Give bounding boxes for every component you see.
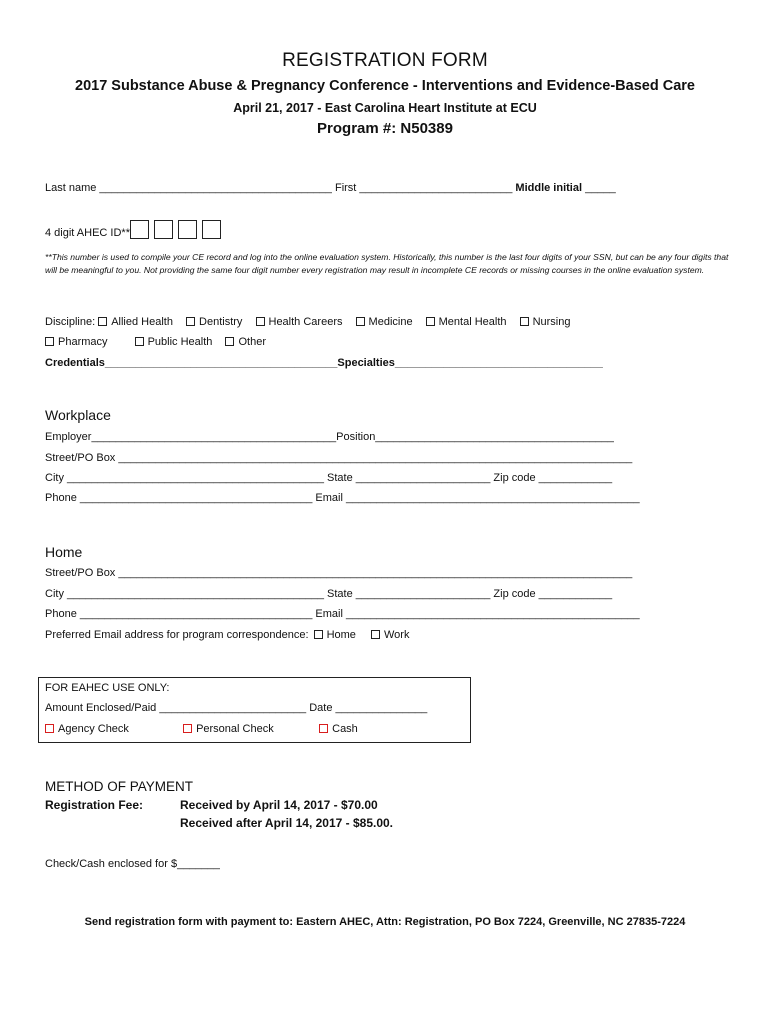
ahec-digit-1-box[interactable]: [130, 220, 149, 239]
discipline-option-dentistry[interactable]: Dentistry: [186, 316, 242, 328]
checkbox-icon[interactable]: [520, 317, 529, 326]
discipline-option-allied-health[interactable]: Allied Health: [98, 316, 173, 328]
workplace-street-field[interactable]: Street/PO Box ____________________________________________________________________________________: [45, 452, 633, 464]
home-state-field[interactable]: State ______________________: [327, 588, 491, 600]
discipline-row-1: [45, 316, 580, 328]
payment-heading: METHOD OF PAYMENT: [45, 779, 193, 794]
eahec-payment-type-row: [45, 723, 358, 735]
checkbox-icon[interactable]: [426, 317, 435, 326]
discipline-option-public-health[interactable]: Public Health: [135, 336, 213, 348]
cash-option[interactable]: Cash: [332, 723, 358, 735]
ahec-digit-4-box[interactable]: [202, 220, 221, 239]
preferred-email-work-option[interactable]: Work: [383, 629, 410, 641]
home-city-field[interactable]: City __________________________________________: [45, 588, 324, 600]
middle-initial-field[interactable]: _____: [585, 182, 616, 194]
position-field[interactable]: Position_______________________________________: [336, 431, 614, 443]
workplace-zip-field[interactable]: Zip code ____________: [493, 472, 613, 484]
home-city-row: [45, 588, 612, 600]
form-title: REGISTRATION FORM: [282, 50, 488, 71]
workplace-phone-row: [45, 492, 640, 504]
ahec-digit-3-box[interactable]: [178, 220, 197, 239]
checkbox-icon[interactable]: [135, 337, 144, 346]
preferred-email-home-option[interactable]: Home: [326, 629, 356, 641]
name-row: [45, 182, 616, 194]
workplace-heading: Workplace: [45, 407, 111, 423]
eahec-heading: FOR EAHEC USE ONLY:: [45, 682, 170, 694]
specialties-field[interactable]: Specialties__________________________________: [337, 357, 603, 369]
credentials-row: [45, 357, 603, 369]
employer-field[interactable]: Employer________________________________________: [45, 431, 337, 443]
checkbox-icon[interactable]: [225, 337, 234, 346]
discipline-option-pharmacy[interactable]: Pharmacy: [45, 336, 108, 348]
conference-title: 2017 Substance Abuse & Pregnancy Conference - Interventions and Evidence-Based Care: [75, 78, 695, 94]
last-name-field[interactable]: Last name ______________________________________: [45, 182, 332, 194]
ahec-id-note: **This number is used to compile your CE record and log into the online evaluation system. Historically, this number is the last four digits of your SSN, but can be any four digits that will be meaningful to you. Not providing the same four digit number every registration may result in incomplete CE records or missing courses in the online evaluation system.: [45, 252, 729, 275]
discipline-option-health-careers[interactable]: Health Careers: [256, 316, 343, 328]
home-phone-row: [45, 608, 640, 620]
employer-row: [45, 431, 614, 443]
checkbox-icon[interactable]: [186, 317, 195, 326]
home-heading: Home: [45, 544, 83, 560]
checkbox-icon[interactable]: [314, 630, 323, 639]
conference-date-location: April 21, 2017 - East Carolina Heart Institute at ECU: [233, 101, 537, 115]
checkbox-icon[interactable]: [45, 724, 54, 733]
preferred-email-label: Preferred Email address for program correspondence:: [45, 629, 309, 641]
home-phone-field[interactable]: Phone ______________________________________: [45, 608, 313, 620]
fee-late: Received after April 14, 2017 - $85.00.: [180, 816, 394, 830]
checkbox-icon[interactable]: [371, 630, 380, 639]
registration-fee-label: Registration Fee:: [45, 798, 144, 812]
home-zip-field[interactable]: Zip code ____________: [493, 588, 613, 600]
workplace-city-row: [45, 472, 612, 484]
checkbox-icon[interactable]: [98, 317, 107, 326]
discipline-label: Discipline:: [45, 316, 96, 328]
credentials-field[interactable]: Credentials______________________________________: [45, 357, 338, 369]
discipline-row-2: [45, 336, 276, 348]
agency-check-option[interactable]: Agency Check: [58, 723, 129, 735]
checkbox-icon[interactable]: [319, 724, 328, 733]
checkbox-icon[interactable]: [356, 317, 365, 326]
eahec-amount-row: [45, 702, 427, 714]
eahec-date-field[interactable]: Date _______________: [309, 702, 428, 714]
check-cash-amount-field[interactable]: Check/Cash enclosed for $_______: [45, 858, 220, 870]
ahec-digit-2-box[interactable]: [154, 220, 173, 239]
workplace-city-field[interactable]: City __________________________________________: [45, 472, 324, 484]
ahec-id-label: 4 digit AHEC ID**: [45, 227, 130, 239]
middle-initial-label: Middle initial: [515, 182, 583, 194]
workplace-phone-field[interactable]: Phone ______________________________________: [45, 492, 313, 504]
personal-check-option[interactable]: Personal Check: [196, 723, 274, 735]
program-number: Program #: N50389: [317, 120, 453, 137]
discipline-option-nursing[interactable]: Nursing: [520, 316, 571, 328]
discipline-option-medicine[interactable]: Medicine: [356, 316, 413, 328]
home-street-field[interactable]: Street/PO Box ____________________________________________________________________________________: [45, 567, 633, 579]
mailing-instructions: Send registration form with payment to: Eastern AHEC, Attn: Registration, PO Box 7224, Greenville, NC 27835-7224: [84, 916, 686, 928]
discipline-option-other[interactable]: Other: [225, 336, 266, 348]
fee-early: Received by April 14, 2017 - $70.00: [180, 798, 378, 812]
checkbox-icon[interactable]: [45, 337, 54, 346]
workplace-email-field[interactable]: Email ________________________________________________: [315, 492, 640, 504]
checkbox-icon[interactable]: [256, 317, 265, 326]
ahec-id-row: [45, 220, 226, 239]
first-name-field[interactable]: First _________________________: [334, 182, 513, 194]
preferred-email-row: [45, 629, 409, 641]
discipline-option-mental-health[interactable]: Mental Health: [426, 316, 507, 328]
workplace-state-field[interactable]: State ______________________: [327, 472, 491, 484]
home-email-field[interactable]: Email ________________________________________________: [315, 608, 640, 620]
amount-paid-field[interactable]: Amount Enclosed/Paid ________________________: [45, 702, 307, 714]
checkbox-icon[interactable]: [183, 724, 192, 733]
